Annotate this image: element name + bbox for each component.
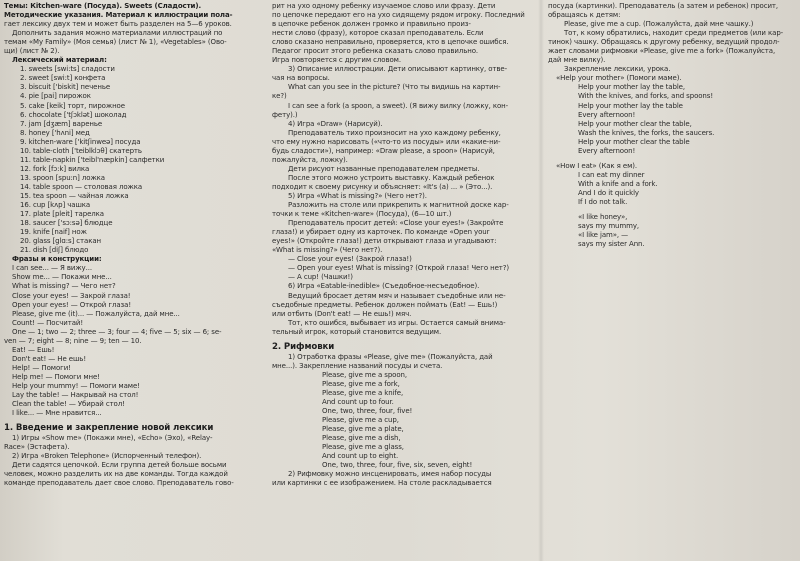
text-line: 10. table-cloth ['teiblklɔθ] скатерть [20, 146, 142, 155]
text-line: пожалуйста, ложку). [272, 155, 348, 164]
text-line: ке?) [272, 92, 287, 101]
text-line: Педагог просит этого ребенка сказать слово правильно. [272, 47, 479, 56]
text-line: — A cup! (Чашки!) [288, 273, 353, 282]
text-line: Закрепление лексики, урока. [564, 65, 671, 74]
text-line: Преподаватель просит детей: «Close your eyes!» (Закройте [288, 219, 504, 228]
text-line: Ведущий бросает детям мяч и называет съедобные или не- [288, 291, 506, 300]
text-line: дай мне вилку). [548, 56, 606, 65]
text-line: обращаясь к детям: [548, 11, 621, 20]
text-line: eyes!» (Откройте глаза!) дети открывают глаза и угадывают: [272, 237, 497, 246]
text-line: With a knife and a fork. [578, 179, 658, 188]
text-line: One, two, three, four, five! [322, 407, 413, 416]
text-line: тельный игрок, который становится ведущим. [272, 327, 442, 336]
text-line: 5) Игра «What is missing?» (Чего нет?). [288, 191, 427, 200]
text-line: I like... — Мне нравится... [12, 409, 102, 418]
text-line: 6. chocolate ['tʃɔklət] шоколад [20, 110, 127, 119]
text-line: команде преподаватель дает свое слово. Преподаватель гово- [4, 479, 234, 488]
text-line: Please, give me (it)... — Пожалуйста, дай мне... [12, 309, 180, 318]
text-line: Please, give me a plate, [322, 425, 404, 434]
text-line: чая на вопросы. [272, 74, 330, 83]
text-line: Every afternoon! [578, 146, 636, 155]
text-line: «I like honey», [578, 213, 628, 222]
text-line: 15. tea spoon — чайная ложка [20, 191, 129, 200]
text-line: I can see a fork (a spoon, a sweet). (Я вижу вилку (ложку, кон- [288, 101, 509, 110]
text-line: Please, give me a cup, [322, 416, 399, 425]
bold-line: Темы: Кitchen-ware (Посуда). Sweets (Сладости). [4, 2, 201, 10]
text-line: Lay the table! — Накрывай на стол! [12, 391, 139, 400]
text-line: — Open your eyes! What is missing? (Открой глаза! Чего нет?) [288, 264, 510, 273]
text-line: What is missing? — Чего нет? [12, 282, 116, 291]
text-line: Wash the knives, the forks, the saucers. [578, 128, 715, 137]
section-heading: 1. Введение и закрепление новой лексики [4, 423, 214, 434]
text-line: 1) Игры «Show me» (Покажи мне), «Echo» (Эхо), «Relay- [12, 434, 213, 443]
text-line: 14. table spoon — столовая ложка [20, 182, 143, 191]
text-line: «What is missing?» (Чего нет?). [272, 246, 383, 255]
text-line: мне...). Закрепление названий посуды и счета. [272, 361, 443, 370]
text-line: says my sister Ann. [578, 240, 645, 249]
text-line: I can see... — Я вижу... [12, 264, 92, 273]
text-line: 2) Рифмовку можно инсценировать, имея набор посуды [288, 470, 492, 479]
text-line: Please, give me a cup. (Пожалуйста, дай мне чашку.) [564, 20, 754, 29]
text-line: 16. cup [kʌp] чашка [20, 201, 91, 210]
text-line: 19. knife [naif] нож [20, 228, 87, 237]
text-line: по цепочке передают его на ухо сидящему рядом игроку. Последний [272, 11, 525, 20]
text-line: Дети садятся цепочкой. Если группа детей больше восьми [12, 461, 227, 470]
text-line: And I do it quickly [578, 188, 639, 197]
text-line: Clean the table! — Убирай стол! [12, 400, 125, 409]
text-line: будь сладости»), например: «Draw please, a spoon» (Нарисуй, [272, 146, 495, 155]
text-line: says my mummy, [578, 222, 639, 231]
text-line: Игра повторяется с другим словом. [272, 56, 401, 65]
bold-line: Лексический материал: [12, 56, 107, 65]
section-heading: 2. Рифмовки [272, 341, 335, 352]
text-line: I can eat my dinner [578, 170, 645, 179]
text-line: Count! — Посчитай! [12, 318, 84, 327]
text-line: 1. sweets [swi:ts] сладости [20, 65, 115, 74]
text-line: жает словами рифмовки «Please, give me a fork» (Пожалуйста, [548, 47, 776, 56]
text-line: точки к теме «Kitchen-ware» (Посуда), (6—10 шт.) [272, 210, 452, 219]
text-line: Eat! — Ешь! [12, 345, 55, 354]
middle-page-column [272, 2, 532, 561]
text-line: 1) Отработка фразы «Please, give me» (Пожалуйста, дай [288, 352, 493, 361]
text-line: Open your eyes! — Открой глаза! [12, 300, 132, 309]
text-line: «How I eat» (Как я ем). [556, 161, 638, 170]
text-line: Please, give me a knife, [322, 388, 404, 397]
text-line: Help me! — Помоги мне! [12, 372, 100, 381]
text-line: With the knives, and forks, and spoons! [578, 92, 714, 101]
text-line: 20. glass [glɑ:s] стакан [20, 237, 101, 246]
text-line: или отбить (Don't eat! — Не ешь!) мяч. [272, 309, 412, 318]
text-line: Please, give me a dish, [322, 434, 401, 443]
right-page-column [548, 2, 798, 561]
text-line: 9. kitchen-ware ['kitʃinweə] посуда [20, 137, 141, 146]
text-line: Help your mother lay the table [578, 101, 683, 110]
text-line: 12. fork [fɔ:k] вилка [20, 164, 90, 173]
text-line: And count up to eight. [322, 452, 399, 461]
text-line: — Close your eyes! (Закрой глаза!) [288, 255, 412, 264]
text-line: темам «My Family» (Моя семья) (лист № 1), «Vegetables» (Ово- [4, 38, 227, 47]
text-line: Help your mother clear the table, [578, 119, 692, 128]
text-line: 4. pie [pai] пирожок [20, 92, 91, 101]
text-line: 18. saucer ['sɔ:sə] блюдце [20, 219, 113, 228]
text-line: тинок) чашку. Обращаясь к другому ребенку, ведущий продол- [548, 38, 780, 47]
text-line: глаза!) и убирает одну из карточек. По команде «Open your [272, 228, 490, 237]
text-line: What can you see in the picture? (Что ты видишь на картин- [288, 83, 501, 92]
text-line: 17. plate [pleit] тарелка [20, 210, 104, 219]
text-line: Please, give me a fork, [322, 379, 400, 388]
text-line: Every afternoon! [578, 110, 636, 119]
page-fold [538, 0, 544, 561]
text-line: Тот, к кому обратились, находит среди предметов (или кар- [564, 29, 784, 38]
text-line: Help your mummy! — Помоги маме! [12, 381, 140, 390]
text-line: 7. jam [dʒæm] варенье [20, 119, 103, 128]
text-line: или картинки с ее изображением. На столе раскладывается [272, 479, 492, 488]
bold-line: Фразы и конструкции: [12, 255, 102, 264]
text-line: If I do not talk. [578, 197, 628, 206]
left-page-column [4, 2, 266, 561]
text-line: в цепочке ребенок должен громко и правильно произ- [272, 20, 471, 29]
text-line: One, two, three, four, five, six, seven, eight! [322, 461, 473, 470]
text-line: Дополнить задания можно материалами иллюстраций по [12, 29, 223, 38]
bold-line: Методические указания. Материал к иллюстрации пола- [4, 11, 233, 20]
text-line: рит на ухо одному ребенку изучаемое слово или фразу. Дети [272, 2, 496, 10]
text-line: 4) Игра «Draw» (Нарисуй). [288, 119, 383, 128]
text-line: Don't eat! — Не ешь! [12, 354, 87, 363]
text-line: фету).) [272, 110, 298, 119]
text-line: One — 1; two — 2; three — 3; four — 4; five — 5; six — 6; se- [12, 327, 222, 336]
text-line: съедобные предметы. Ребенок должен поймать (Eat! — Ешь!) [272, 300, 498, 309]
text-line: Help your mother clear the table [578, 137, 690, 146]
text-line: человек, можно разделить их на две команды. Тогда каждой [4, 470, 228, 479]
text-line: гает лексику двух тем и может быть разделен на 5—6 уроков. [4, 20, 232, 29]
text-line: слово сказано неправильно, проверяется, кто в цепочке ошибся. [272, 38, 509, 47]
text-line: ven — 7; eight — 8; nine — 9; ten — 10. [4, 336, 142, 345]
text-line: Please, give me a glass, [322, 443, 404, 452]
text-line: 3. biscuit ['biskit] печенье [20, 83, 111, 92]
text-line: 2) Игра «Broken Telephone» (Испорченный телефон). [12, 452, 202, 461]
text-line: После этого можно устроить выставку. Каждый ребенок [288, 173, 495, 182]
text-line: 6) Игра «Eatable-inedible» (Съедобное-несъедобное). [288, 282, 480, 291]
text-line: 2. sweet [swi:t] конфета [20, 74, 106, 83]
text-line: «I like jam», — [578, 231, 629, 240]
text-line: 8. honey ['hʌni] мед [20, 128, 90, 137]
text-line: 11. table-napkin ['teibl'næpkin] салфетки [20, 155, 165, 164]
text-line: нести слово (фразу), которое сказал преподаватель. Если [272, 29, 484, 38]
text-line: Разложить на столе или прикрепить к магнитной доске кар- [288, 201, 509, 210]
text-line: 3) Описание иллюстрации. Дети описывают картинку, отве- [288, 65, 508, 74]
text-line: And count up to four. [322, 397, 394, 406]
text-line: Show me... — Покажи мне... [12, 273, 112, 282]
text-line: Help your mother lay the table, [578, 83, 686, 92]
text-line: Тот, кто ошибся, выбывает из игры. Остается самый внима- [288, 318, 506, 327]
text-line: Race» (Эстафета). [4, 443, 70, 452]
text-line: подходит к своему рисунку и объясняет: «It's (a) ... » (Это...). [272, 182, 493, 191]
text-line: 5. cake [keik] торт, пирожное [20, 101, 125, 110]
text-line: Close your eyes! — Закрой глаза! [12, 291, 131, 300]
text-line: щи) (лист № 2). [4, 47, 60, 56]
text-line: 21. dish [diʃ] блюдо [20, 246, 89, 255]
text-line: посуда (картинки). Преподаватель (а затем и ребенок) просит, [548, 2, 779, 10]
text-line: что ему нужно нарисовать («что-то из посуды» или «какие-ни- [272, 137, 501, 146]
text-line: Дети рисуют названные преподавателем предметы. [288, 164, 480, 173]
text-line: Help! — Помоги! [12, 363, 71, 372]
text-line: «Help your mother» (Помоги маме). [556, 74, 682, 83]
text-line: 13. spoon [spu:n] ложка [20, 173, 105, 182]
text-line: Преподаватель тихо произносит на ухо каждому ребенку, [288, 128, 501, 137]
text-line: Please, give me a spoon, [322, 370, 408, 379]
